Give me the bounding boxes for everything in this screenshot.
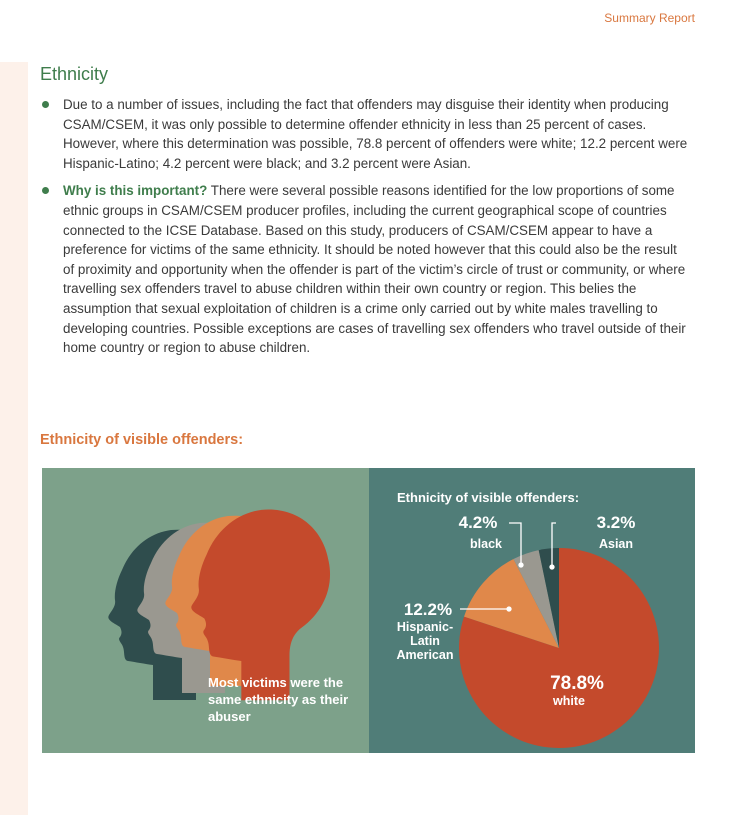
slice-pct-asian: 3.2% — [596, 513, 636, 532]
slice-label-hispanic-line1: Hispanic- — [396, 620, 454, 634]
leader-dot-asian — [550, 565, 554, 569]
pie-panel — [369, 468, 695, 753]
page-margin-band — [0, 62, 28, 815]
bullet-text: Due to a number of issues, including the fact that offenders may disguise their identity when producing CSAM/CSEM, it was only possible to determine offender ethnicity in less than 25 percent of cases. However, where this determination was possible, 78.8 percent of offenders were white; 12.2 percent were Hispanic-Latino; 4.2 percent were black; and 3.2 percent were Asian. — [63, 97, 688, 171]
slice-pct-hispanic: 12.2% — [403, 600, 453, 619]
slice-pct-black: 4.2% — [458, 513, 498, 532]
slice-label-hispanic-line2: Latin — [410, 634, 440, 648]
bullet-item — [40, 95, 690, 173]
pie-chart-title: Ethnicity of visible offenders: — [397, 490, 580, 505]
heads-panel — [42, 468, 369, 753]
slice-label-black: black — [470, 537, 502, 551]
bullet-dot-icon — [42, 101, 49, 108]
report-header: Summary Report — [604, 11, 695, 25]
heads-caption: Most victims were the same ethnicity as their abuser — [208, 675, 349, 724]
leader-dot-hispanic — [507, 607, 511, 611]
leader-dot-black — [519, 563, 523, 567]
figure-title: Ethnicity of visible offenders: — [40, 432, 244, 448]
slice-pct-white: 78.8% — [550, 673, 604, 694]
pie-chart — [369, 468, 695, 753]
section-title: Ethnicity — [40, 64, 109, 84]
bullet-lead: Why is this important? — [63, 183, 208, 199]
slice-label-white: white — [553, 694, 585, 708]
bullet-item — [40, 181, 690, 357]
bullet-dot-icon — [42, 187, 49, 194]
bullet-text: There were several possible reasons identified for the low proportions of some ethnic groups in CSAM/CSEM producer profiles, including the current geographical scope of countries connected to the ICSE Database. Based on this study, producers of CSAM/CSEM appear to have a preference for victims of the same ethnicity. It should be noted however that this could also be the result of proximity and opportunity when the offender is part of the victim’s circle of trust or community, or where travelling sex offenders travel to abuse children within their own country or region. This belies the assumption that sexual exploitation of children is a crime only carried out by white males travelling to developing countries. Possible exceptions are cases of travelling sex offenders who travel outside of their home country or region to abuse children. — [63, 183, 686, 356]
slice-label-asian: Asian — [598, 537, 634, 551]
bullet-list — [40, 95, 690, 366]
slice-label-hispanic-line3: American — [396, 648, 454, 662]
